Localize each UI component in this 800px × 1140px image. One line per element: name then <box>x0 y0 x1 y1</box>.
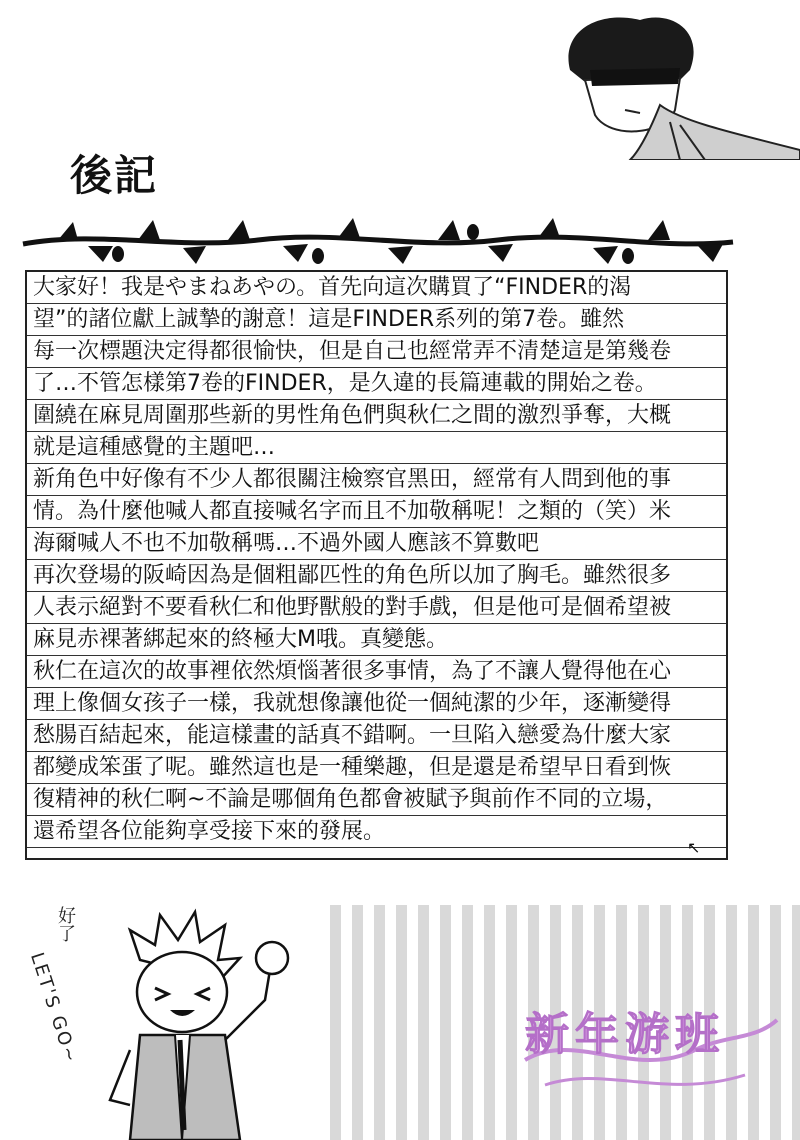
text-line: 人表示絕對不要看秋仁和他野獸般的對手戲，但是他可是個希望被 <box>27 592 726 624</box>
handwritten-text-2: LET'S GO~ <box>26 950 82 1067</box>
text-line: 秋仁在這次的故事裡依然煩惱著很多事情，為了不讓人覺得他在心 <box>27 656 726 688</box>
text-line: 復精神的秋仁啊~不論是哪個角色都會被賦予與前作不同的立場， <box>27 784 726 816</box>
text-line: 還希望各位能夠享受接下來的發展。 <box>27 816 726 848</box>
text-line: 大家好！我是やまねあやの。首先向這次購買了“FINDER的渴 <box>27 272 726 304</box>
watermark-text: 新年游班 <box>525 1009 725 1060</box>
text-line: 麻見赤裸著綁起來的終極大M哦。真變態。 <box>27 624 726 656</box>
text-line: 了…不管怎樣第7卷的FINDER，是久違的長篇連載的開始之卷。 <box>27 368 726 400</box>
text-line: 理上像個女孩子一樣，我就想像讓他從一個純潔的少年，逐漸變得 <box>27 688 726 720</box>
text-line: 再次登場的阪崎因為是個粗鄙匹性的角色所以加了胸毛。雖然很多 <box>27 560 726 592</box>
text-line: 新角色中好像有不少人都很關注檢察官黑田，經常有人問到他的事 <box>27 464 726 496</box>
chibi-boy-illustration <box>100 900 330 1140</box>
afterword-text-box <box>25 270 728 860</box>
text-line: 圍繞在麻見周圍那些新的男性角色們與秋仁之間的激烈爭奪，大概 <box>27 400 726 432</box>
text-line: 愁腸百結起來，能這樣畫的話真不錯啊。一旦陷入戀愛為什麼大家 <box>27 720 726 752</box>
signoff-arrow-icon: ↖ <box>687 838 701 857</box>
text-line: 每一次標題決定得都很愉快，但是自己也經常弄不清楚這是第幾卷 <box>27 336 726 368</box>
page-title: 後記 <box>70 151 159 200</box>
vine-divider <box>18 210 738 268</box>
handwritten-text-1: 好了 <box>55 906 76 942</box>
scanlation-watermark-logo <box>515 990 785 1110</box>
text-line: 情。為什麼他喊人都直接喊名字而且不加敬稱呢！之類的（笑）米 <box>27 496 726 528</box>
text-line: 就是這種感覺的主題吧… <box>27 432 726 464</box>
handwritten-caption <box>18 906 98 1067</box>
text-line: 望”的諸位獻上誠摯的謝意！這是FINDER系列的第7卷。雖然 <box>27 304 726 336</box>
text-line: 都變成笨蛋了呢。雖然這也是一種樂趣，但是還是希望早日看到恢 <box>27 752 726 784</box>
man-portrait-illustration <box>530 10 800 160</box>
text-line: 海爾喊人不也不加敬稱嗎…不過外國人應該不算數吧 <box>27 528 726 560</box>
